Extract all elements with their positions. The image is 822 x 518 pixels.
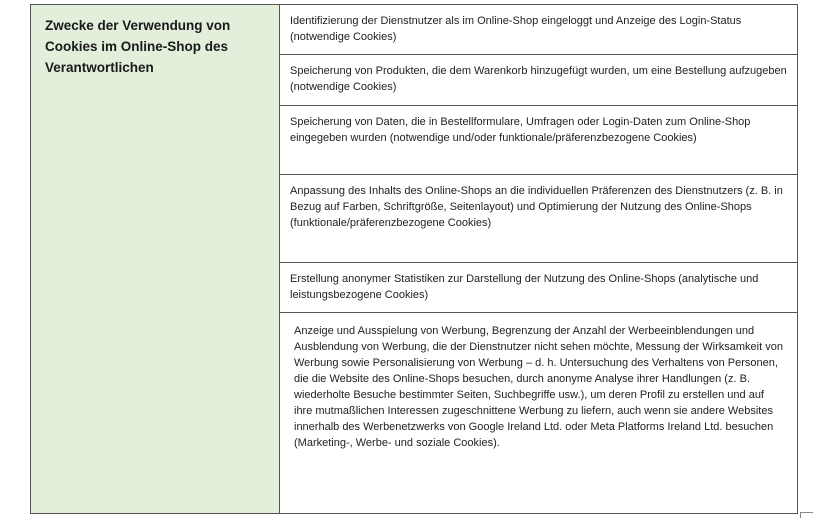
purpose-row-statistics: Erstellung anonymer Statistiken zur Darstellung der Nutzung des Online-Shops (analytische und leistungsbezogene Cookies) xyxy=(280,263,797,313)
heading-cell xyxy=(31,5,280,513)
purposes-column xyxy=(280,5,797,513)
purpose-row-shopping-cart: Speicherung von Produkten, die dem Warenkorb hinzugefügt wurden, um eine Bestellung aufzugeben (notwendige Cookies) xyxy=(280,55,797,106)
purpose-row-advertising: Anzeige und Ausspielung von Werbung, Begrenzung der Anzahl der Werbeeinblendungen und Ausblendung von Werbung, die der Dienstnutzer nicht sehen möchte, Messung der Wirksamkeit von Werbung sowie Personalisierung von Werbung – d. h. Untersuchung des Verhaltens von Personen, die die Website des Online-Shops besuchen, durch anonyme Analyse ihrer Handlungen (z. B. wiederholte Besuche bestimmter Seiten, Suchbegriffe usw.), um deren Profil zu erstellen und auf ihre mutmaßlichen Interessen zugeschnittene Werbung zu liefern, auch wenn sie andere Websites innerhalb des Werbenetzwerks von Google Ireland Ltd. oder Meta Platforms Ireland Ltd. besuchen (Marketing-, Werbe- und soziale Cookies). xyxy=(294,325,783,449)
page-corner-mark xyxy=(800,512,813,518)
purpose-row-preferences: Anpassung des Inhalts des Online-Shops an die individuellen Präferenzen des Dienstnutzers (z. B. in Bezug auf Farben, Schriftgröße, Seitenlayout) und Optimierung der Nutzung des Online-Shops (funktionale/präferenzbezogene Cookies) xyxy=(280,175,797,263)
cookie-purposes-table xyxy=(30,4,798,514)
table-heading: Zwecke der Verwendung von Cookies im Online-Shop des Verantwortlichen xyxy=(45,18,231,75)
purpose-row-login-status: Identifizierung der Dienstnutzer als im Online-Shop eingeloggt und Anzeige des Login-Status (notwendige Cookies) xyxy=(280,5,797,55)
purpose-row-form-data: Speicherung von Daten, die in Bestellformulare, Umfragen oder Login-Daten zum Online-Shop eingegeben wurden (notwendige und/oder funktionale/präferenzbezogene Cookies) xyxy=(280,106,797,175)
